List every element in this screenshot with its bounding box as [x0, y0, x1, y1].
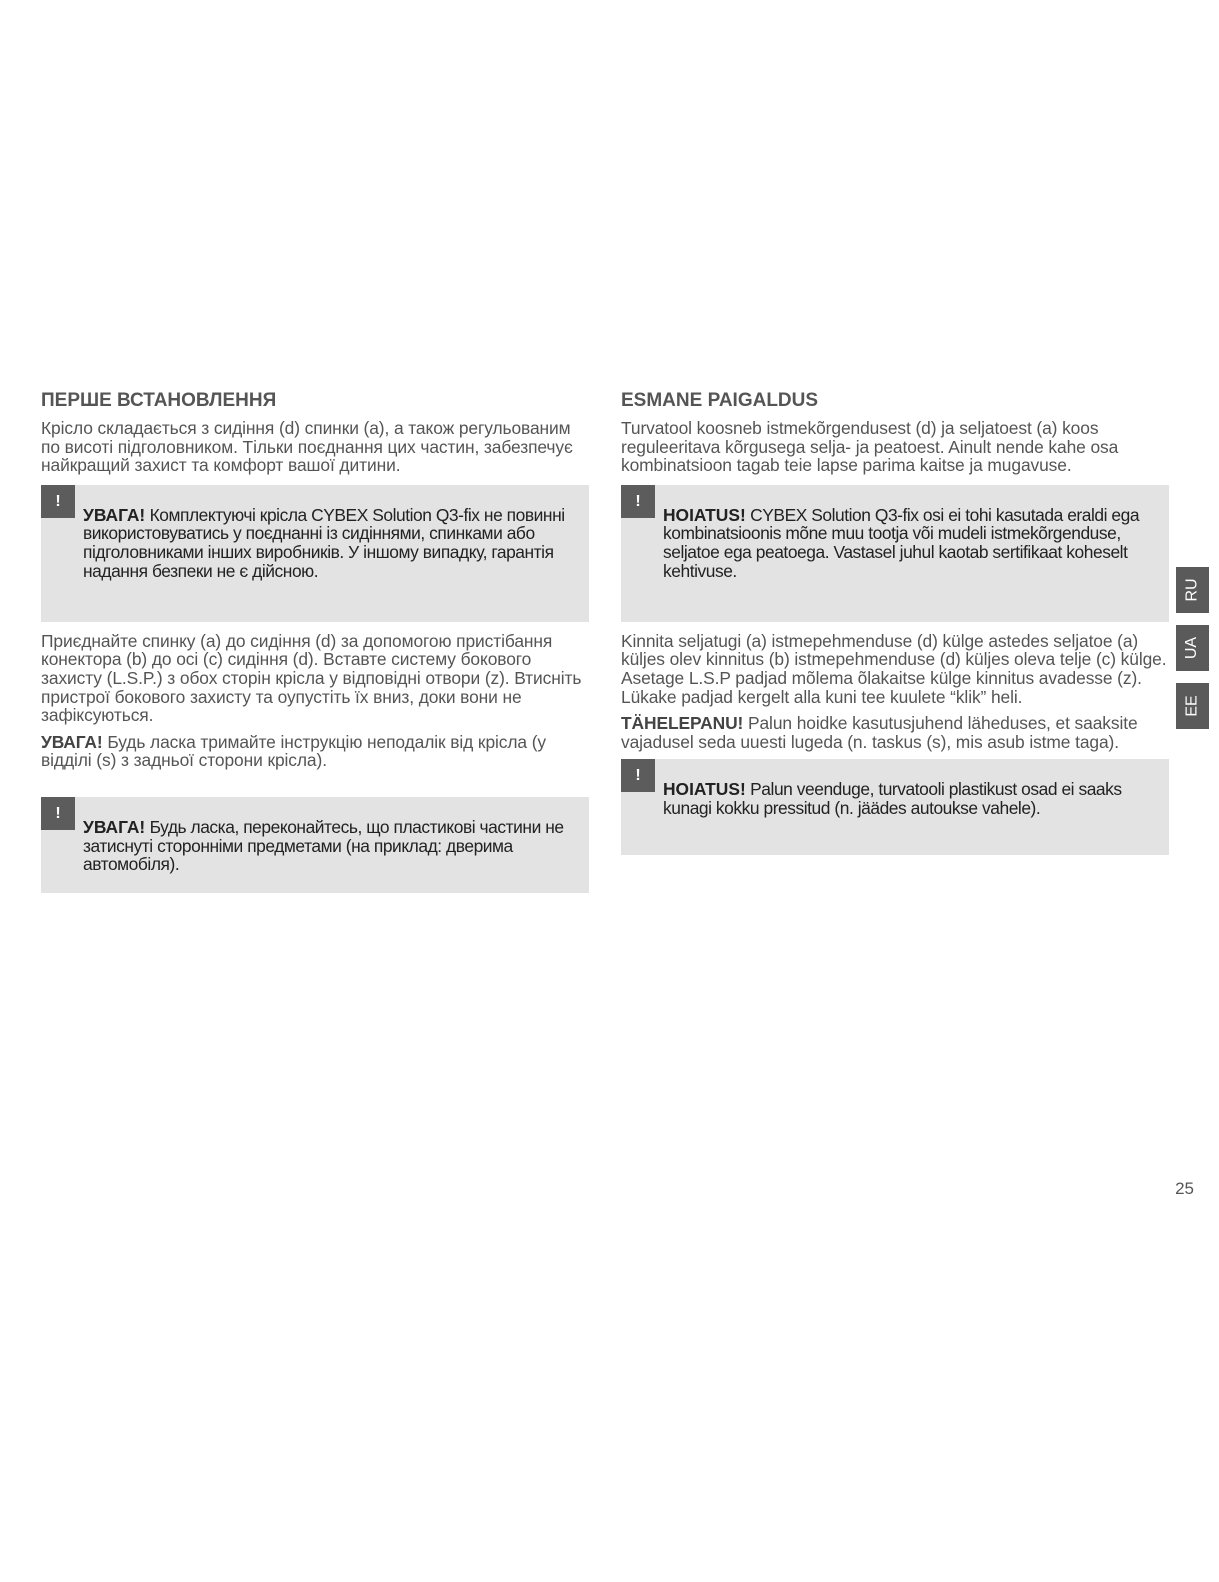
warning-body: Будь ласка, переконайтесь, що пластикові частини не затиснуті сторонніми предметами (на приклад: дверима автомобіля). — [83, 816, 564, 875]
section-heading-ee: ESMANE PAIGALDUS — [621, 390, 819, 411]
warning-body: Palun veenduge, turvatooli plastikust osad ei saaks kunagi kokku pressitud (n. jäädes autoukse vahele). — [663, 779, 1122, 818]
exclamation-icon: ! — [621, 759, 655, 792]
warning-label: УВАГА! — [83, 504, 146, 525]
warning-box-ee-2 — [621, 759, 1169, 855]
warning-box-ee-1 — [621, 485, 1169, 622]
instructions-paragraph-ua: Приєднайте спинку (a) до сидіння (d) за допомогою пристібання конектора (b) до осі (c) сидіння (d). Вставте систему бокового захисту (L.S.P.) з обох сторін крісла у відповідні отвори (z). Втисніть пристрої бокового захисту та оупустіть їх вниз, доки вони не зафіксуються. — [41, 630, 582, 726]
note-body: Будь ласка тримайте інструкцію неподалік від крісла (у відділі (s) з задньої сторони крісла). — [41, 731, 547, 771]
ukrainian-column — [41, 389, 589, 893]
warning-label: HOIATUS! — [663, 779, 746, 800]
language-tab-label: RU — [1183, 578, 1201, 602]
estonian-column — [621, 389, 1169, 855]
warning-box-ua-2 — [41, 797, 589, 893]
language-tab-ee[interactable] — [1176, 683, 1209, 729]
intro-paragraph-ua: Крісло складається з сидіння (d) спинки (a), а також регульованим по висоті підголовником. Тільки поєднання цих частин, забезпечує найкращий захист та комфорт вашої дитини. — [41, 418, 573, 476]
language-tab-ru[interactable] — [1176, 567, 1209, 613]
exclamation-icon: ! — [41, 797, 75, 830]
warning-label: HOIATUS! — [663, 504, 746, 525]
instructions-paragraph-ee: Kinnita seljatugi (a) istmepehmenduse (d) külge astedes seljatoe (a) küljes olev kinnitus (b) istmepehmenduse (d) küljes oleva telje (c) külge. Asetage L.S.P padjad mõlema õlakaitse külge kinnitus avadesse (z). Lükake padjad kergelt alla kuni tee kuulete “klik” heli. — [621, 630, 1167, 707]
intro-paragraph-ee: Turvatool koosneb istmekõrgendusest (d) ja seljatoest (a) koos reguleeritava kõrgusega selja- ja peatoest. Ainult nende kahe osa kombinatsioon tagab teie lapse parima kaitse ja mugavuse. — [621, 418, 1119, 476]
note-label: УВАГА! — [41, 731, 103, 752]
section-heading-ua: ПЕРШЕ ВСТАНОВЛЕННЯ — [41, 390, 277, 411]
warning-body: CYBEX Solution Q3-fix osi ei tohi kasutada eraldi ega kombinatsioonis mõne muu tootja või mudeli istmekõrgenduse, seljatoe ega peatoega. Vastasel juhul kaotab sertifikaat koheselt kehtivuse. — [663, 504, 1140, 581]
note-paragraph-ua — [41, 733, 589, 770]
language-tab-label: EE — [1183, 695, 1201, 717]
warning-text-ua-2 — [41, 797, 589, 874]
warning-label: УВАГА! — [83, 816, 146, 837]
warning-body: Комплектуючі крісла CYBEX Solution Q3-fix не повинні використовуватись у поєднанні із сидіннями, спинками або підголовниками інших виробників. У іншому випадку, гарантія надання безпеки не є дійсною. — [83, 504, 565, 581]
note-label: TÄHELEPANU! — [621, 713, 744, 734]
note-paragraph-ee — [621, 714, 1169, 751]
exclamation-icon: ! — [41, 485, 75, 518]
note-body: Palun hoidke kasutusjuhend läheduses, et saaksite vajadusel seda uuesti lugeda (n. taskus (s), mis asub istme taga). — [621, 713, 1138, 752]
exclamation-icon: ! — [621, 485, 655, 518]
warning-text-ee-1 — [621, 485, 1169, 580]
language-tab-ua[interactable] — [1176, 625, 1209, 671]
warning-box-ua-1 — [41, 485, 589, 622]
warning-text-ua-1 — [41, 485, 589, 580]
language-tab-label: UA — [1183, 636, 1201, 660]
warning-text-ee-2 — [621, 759, 1169, 817]
page-number: 25 — [1175, 1179, 1194, 1198]
